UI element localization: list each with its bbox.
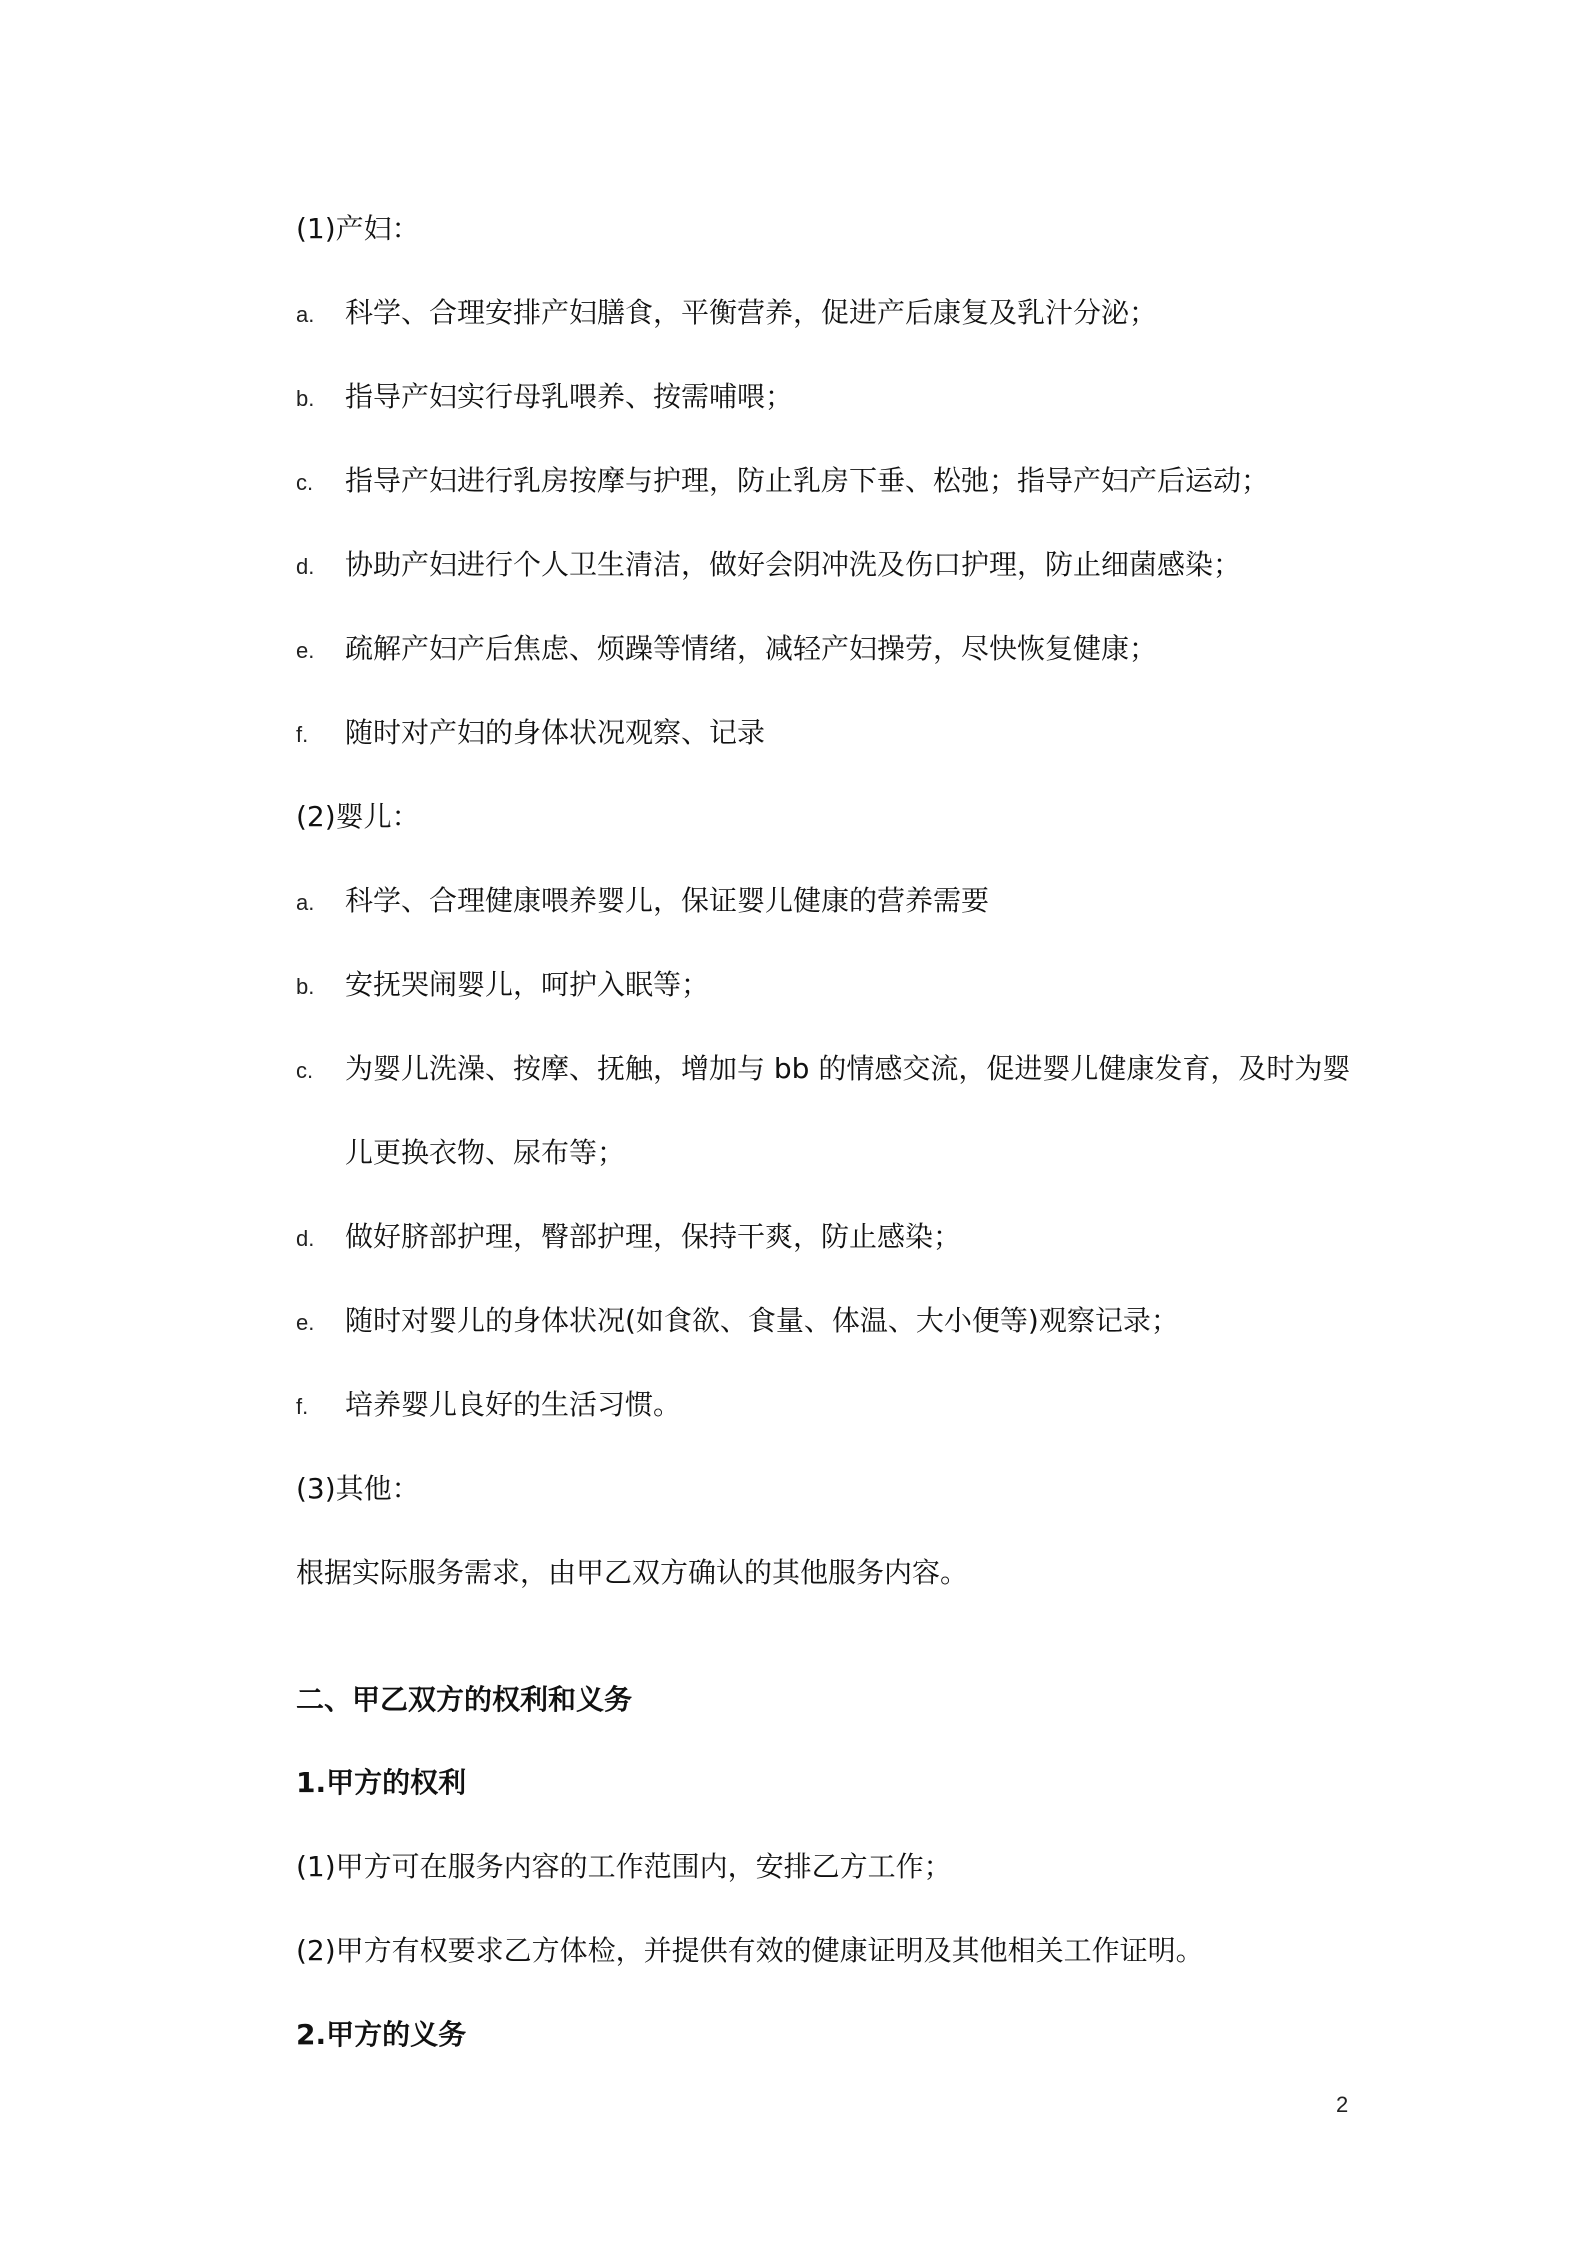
list-marker: f. (296, 1394, 309, 1419)
list-item-text: 培养婴儿良好的生活习惯。 (345, 1388, 682, 1421)
list-item-text: 协助产妇进行个人卫生清洁，做好会阴冲洗及伤口护理，防止细菌感染； (345, 548, 1242, 581)
list-item-text: 指导产妇进行乳房按摩与护理，防止乳房下垂、松弛；指导产妇产后运动； (345, 464, 1270, 497)
paragraph-rights-2: (2)甲方有权要求乙方体检，并提供有效的健康证明及其他相关工作证明。 (296, 1934, 1204, 1967)
section-heading-other: (3)其他： (296, 1472, 420, 1505)
paragraph-other: 根据实际服务需求，由甲乙双方确认的其他服务内容。 (296, 1556, 969, 1589)
list-item-text: 安抚哭闹婴儿，呵护入眠等； (345, 968, 710, 1001)
paragraph-rights-1: (1)甲方可在服务内容的工作范围内，安排乙方工作； (296, 1850, 952, 1883)
list-marker: d. (296, 1226, 315, 1251)
list-item-text: 疏解产妇产后焦虑、烦躁等情绪，减轻产妇操劳，尽快恢复健康； (345, 632, 1158, 665)
list-marker: e. (296, 1310, 315, 1335)
list-marker: f. (296, 722, 309, 747)
subheading-party-a-rights: 1.甲方的权利 (296, 1766, 467, 1799)
section-heading-postpartum: (1)产妇： (296, 212, 420, 245)
list-marker: d. (296, 554, 315, 579)
page-number: 2 (1336, 2092, 1349, 2117)
subheading-party-a-obligations: 2.甲方的义务 (296, 2018, 467, 2051)
list-marker: a. (296, 890, 315, 915)
section-heading-infant: (2)婴儿： (296, 800, 420, 833)
list-marker: b. (296, 386, 315, 411)
list-marker: c. (296, 1058, 314, 1083)
list-marker: e. (296, 638, 315, 663)
chapter-heading: 二、甲乙双方的权利和义务 (296, 1683, 633, 1716)
list-marker: a. (296, 302, 315, 327)
list-item-text: 科学、合理健康喂养婴儿，保证婴儿健康的营养需要 (345, 884, 990, 917)
list-marker: c. (296, 470, 314, 495)
list-item-text: 科学、合理安排产妇膳食，平衡营养，促进产后康复及乳汁分泌； (345, 296, 1158, 329)
list-item-text: 随时对婴儿的身体状况(如食欲、食量、体温、大小便等)观察记录； (345, 1304, 1179, 1337)
list-item-text: 随时对产妇的身体状况观察、记录 (345, 716, 766, 749)
list-item-text: 为婴儿洗澡、按摩、抚触，增加与 bb 的情感交流，促进婴儿健康发育，及时为婴 (345, 1052, 1351, 1085)
list-item-continuation: 儿更换衣物、尿布等； (345, 1136, 626, 1169)
list-item-text: 做好脐部护理，臀部护理，保持干爽，防止感染； (345, 1220, 962, 1253)
list-marker: b. (296, 974, 315, 999)
list-item-text: 指导产妇实行母乳喂养、按需哺喂； (345, 380, 794, 413)
